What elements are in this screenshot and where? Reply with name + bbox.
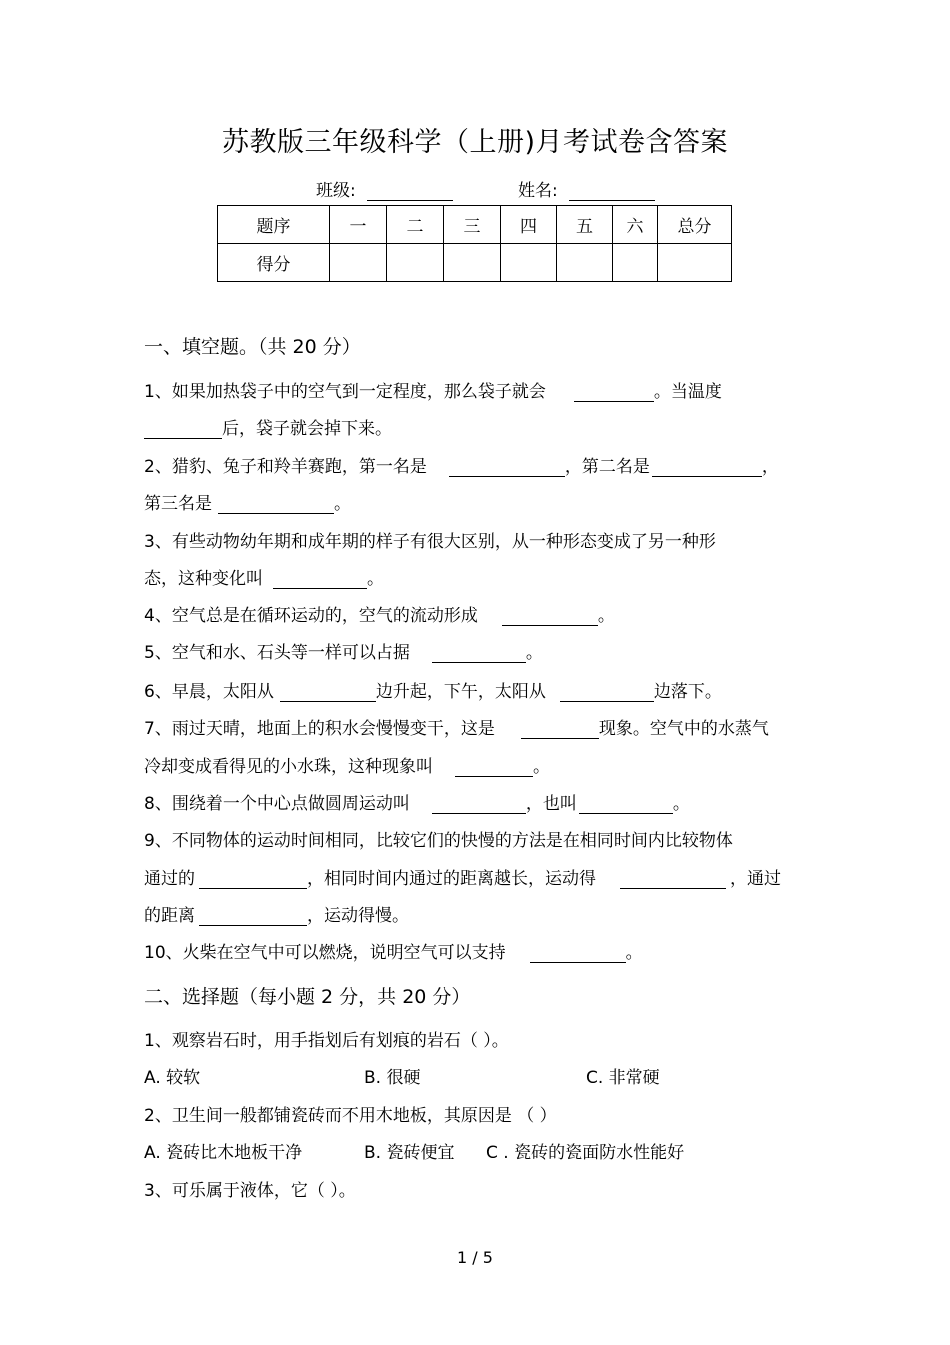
text: 4、空气总是在循环运动的，空气的流动形成 bbox=[144, 606, 478, 626]
score-table bbox=[217, 205, 732, 282]
text: 态，这种变化叫 bbox=[144, 569, 263, 589]
question-4 bbox=[144, 601, 615, 626]
text: 3、有些动物幼年期和成年期的样子有很大区别，从一种形态变成了另一种形 bbox=[144, 532, 716, 552]
answer-blank[interactable] bbox=[579, 795, 673, 814]
score-cell[interactable] bbox=[387, 244, 444, 282]
question-6 bbox=[144, 677, 722, 702]
text: 6、早晨，太阳从 bbox=[144, 682, 274, 702]
section1-heading: 一、填空题。（共 20 分） bbox=[144, 336, 361, 358]
header-cell: 总分 bbox=[658, 206, 732, 244]
name-label: 姓名: bbox=[518, 181, 558, 201]
question-9-cont2 bbox=[144, 901, 409, 926]
question-5 bbox=[144, 638, 543, 663]
answer-blank[interactable] bbox=[449, 458, 565, 477]
text: 。 bbox=[672, 794, 690, 814]
question-3-cont bbox=[144, 564, 384, 589]
score-cell[interactable] bbox=[330, 244, 387, 282]
page-title: 苏教版三年级科学（上册)月考试卷含答案 bbox=[221, 127, 729, 158]
text: 5、空气和水、石头等一样可以占据 bbox=[144, 643, 410, 663]
answer-blank[interactable] bbox=[280, 683, 376, 702]
score-cell[interactable] bbox=[658, 244, 732, 282]
answer-blank[interactable] bbox=[432, 795, 526, 814]
text: 的距离 bbox=[144, 906, 195, 926]
question-7 bbox=[144, 714, 769, 739]
name-field bbox=[518, 176, 655, 201]
text: 2、猎豹、兔子和羚羊赛跑，第一名是 bbox=[144, 457, 427, 477]
text: 。 bbox=[533, 757, 550, 777]
choice-option-b[interactable]: B. 瓷砖便宜 bbox=[364, 1143, 455, 1163]
question-3 bbox=[144, 527, 716, 552]
class-field bbox=[316, 176, 453, 201]
answer-blank[interactable] bbox=[199, 907, 307, 926]
header-cell: 三 bbox=[444, 206, 501, 244]
score-cell[interactable] bbox=[501, 244, 557, 282]
text: 。当温度 bbox=[653, 382, 722, 402]
text: 冷却变成看得见的小水珠，这种现象叫 bbox=[144, 757, 433, 777]
text: ，第二名是 bbox=[564, 457, 650, 477]
text: 。 bbox=[334, 494, 351, 514]
header-cell: 一 bbox=[330, 206, 387, 244]
question-1-cont bbox=[144, 414, 392, 439]
score-row-label: 得分 bbox=[218, 244, 330, 282]
answer-blank[interactable] bbox=[521, 720, 599, 739]
class-blank[interactable] bbox=[367, 182, 453, 201]
answer-blank[interactable] bbox=[144, 420, 222, 439]
answer-blank[interactable] bbox=[199, 870, 307, 889]
answer-blank[interactable] bbox=[455, 758, 533, 777]
question-2 bbox=[144, 452, 779, 477]
text: 后，袋子就会掉下来。 bbox=[222, 419, 392, 439]
text: 第三名是 bbox=[144, 494, 212, 514]
answer-blank[interactable] bbox=[620, 870, 726, 889]
text: 边落下。 bbox=[653, 682, 722, 702]
text: 1、如果加热袋子中的空气到一定程度，那么袋子就会 bbox=[144, 382, 546, 402]
choice-option-b[interactable]: B. 很硬 bbox=[364, 1068, 421, 1088]
score-cell[interactable] bbox=[444, 244, 501, 282]
class-label: 班级: bbox=[316, 181, 356, 201]
text: 边升起，下午，太阳从 bbox=[375, 682, 546, 702]
header-cell: 六 bbox=[613, 206, 658, 244]
question-9-cont bbox=[144, 864, 781, 889]
choice-option-a[interactable]: A. 瓷砖比木地板干净 bbox=[144, 1143, 303, 1163]
text: 7、雨过天晴，地面上的积水会慢慢变干，这是 bbox=[144, 719, 495, 739]
answer-blank[interactable] bbox=[218, 495, 334, 514]
score-cell[interactable] bbox=[613, 244, 658, 282]
text: ，相同时间内通过的距离越长，运动得 bbox=[307, 869, 596, 889]
choice-option-a[interactable]: A. 较软 bbox=[144, 1068, 201, 1088]
text: 9、不同物体的运动时间相同，比较它们的快慢的方法是在相同时间内比较物体 bbox=[144, 831, 733, 851]
header-cell: 四 bbox=[501, 206, 557, 244]
answer-blank[interactable] bbox=[273, 570, 367, 589]
text: 。 bbox=[525, 643, 543, 663]
choice-question-1: 1、观察岩石时，用手指划后有划痕的岩石（ ）。 bbox=[144, 1031, 509, 1051]
text: ，运动得慢。 bbox=[307, 906, 409, 926]
text: 。 bbox=[597, 606, 615, 626]
question-7-cont bbox=[144, 752, 550, 777]
text: ， bbox=[761, 457, 779, 477]
text: ，也叫 bbox=[525, 794, 577, 814]
question-10 bbox=[144, 938, 643, 963]
choice-option-c[interactable]: C . 瓷砖的瓷面防水性能好 bbox=[486, 1143, 685, 1163]
choice-question-2: 2、卫生间一般都铺瓷砖而不用木地板，其原因是 （ ） bbox=[144, 1106, 557, 1126]
answer-blank[interactable] bbox=[560, 683, 654, 702]
choice-option-c[interactable]: C. 非常硬 bbox=[586, 1068, 660, 1088]
text: 现象。空气中的水蒸气 bbox=[598, 719, 769, 739]
question-8 bbox=[144, 789, 690, 814]
header-cell: 二 bbox=[387, 206, 444, 244]
choice-question-3: 3、可乐属于液体，它（ ）。 bbox=[144, 1181, 356, 1201]
text: 。 bbox=[625, 943, 643, 963]
question-1 bbox=[144, 377, 722, 402]
page-number: 1 / 5 bbox=[457, 1248, 493, 1267]
text: 通过的 bbox=[144, 869, 195, 889]
question-9 bbox=[144, 826, 733, 851]
text: 8、围绕着一个中心点做圆周运动叫 bbox=[144, 794, 410, 814]
score-cell[interactable] bbox=[557, 244, 613, 282]
text: 。 bbox=[367, 569, 384, 589]
text: ，通过 bbox=[730, 869, 781, 889]
name-blank[interactable] bbox=[569, 182, 655, 201]
answer-blank[interactable] bbox=[574, 383, 654, 402]
score-table-score-row bbox=[218, 244, 732, 282]
answer-blank[interactable] bbox=[652, 458, 762, 477]
text: 10、火柴在空气中可以燃烧，说明空气可以支持 bbox=[144, 943, 506, 963]
section2-heading: 二、选择题（每小题 2 分，共 20 分） bbox=[144, 986, 471, 1008]
answer-blank[interactable] bbox=[432, 644, 526, 663]
answer-blank[interactable] bbox=[502, 607, 598, 626]
question-2-cont bbox=[144, 489, 351, 514]
header-cell: 题序 bbox=[218, 206, 330, 244]
score-table-header-row bbox=[218, 206, 732, 244]
answer-blank[interactable] bbox=[530, 944, 626, 963]
header-cell: 五 bbox=[557, 206, 613, 244]
